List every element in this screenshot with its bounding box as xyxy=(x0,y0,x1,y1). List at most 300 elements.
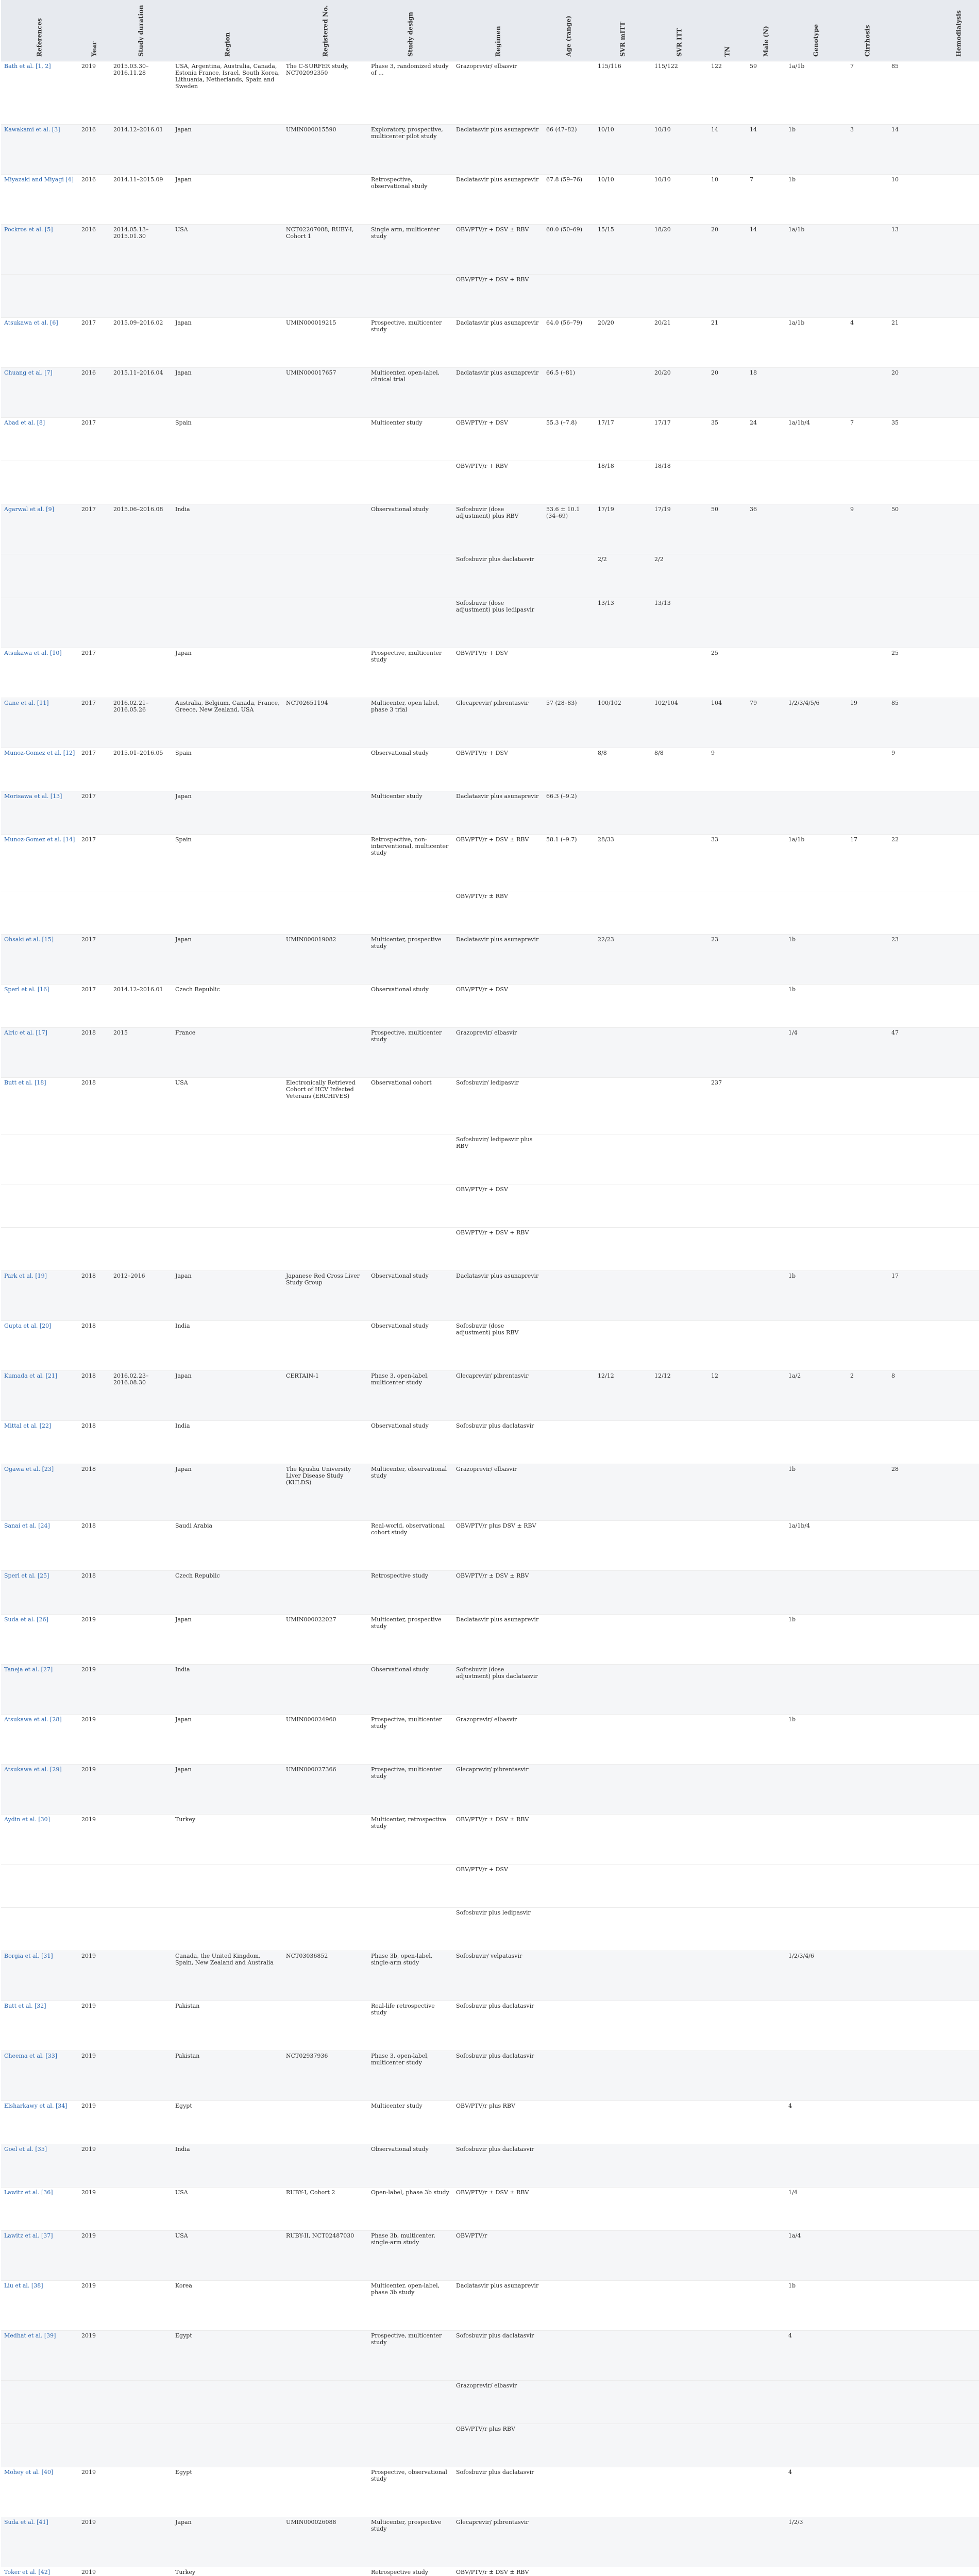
table-row xyxy=(1,1571,979,1614)
table-cell-itt: 17/17 xyxy=(651,418,708,461)
table-cell-reg xyxy=(283,1421,368,1464)
table-cell-duration xyxy=(110,2144,172,2188)
table-cell-ref[interactable]: Goel et al. [35] xyxy=(1,2144,78,2188)
table-cell-reg xyxy=(283,1907,368,1951)
table-cell-design: Prospective, multicenter study xyxy=(368,1714,453,1764)
column-header xyxy=(847,0,888,61)
table-cell-tn: 23 xyxy=(708,934,747,984)
table-cell-mitt xyxy=(595,1714,651,1764)
table-cell-duration: 2015.01–2016.05 xyxy=(110,748,172,791)
table-cell-age xyxy=(543,2100,595,2144)
table-cell-hd xyxy=(888,2381,979,2424)
table-cell-ref[interactable]: Taneja et al. [27] xyxy=(1,1664,78,1714)
table-cell-age xyxy=(543,1814,595,1864)
table-cell-hd: 8 xyxy=(888,1371,979,1421)
table-cell-hd xyxy=(888,1521,979,1571)
table-cell-age xyxy=(543,1764,595,1814)
table-cell-year: 2018 xyxy=(78,1521,110,1571)
table-cell-reg xyxy=(283,598,368,648)
table-cell-cirr xyxy=(847,2281,888,2331)
table-cell-reg xyxy=(283,1814,368,1864)
table-cell-male xyxy=(747,1421,785,1464)
table-cell-hd: 85 xyxy=(888,698,979,748)
table-cell-tn xyxy=(708,2100,747,2144)
table-cell-age xyxy=(543,2331,595,2381)
table-cell-hd: 23 xyxy=(888,934,979,984)
table-cell-design: Real-life retrospective study xyxy=(368,2001,453,2050)
table-cell-male xyxy=(747,1664,785,1714)
table-cell-male: 7 xyxy=(747,175,785,225)
table-cell-male xyxy=(747,1571,785,1614)
table-cell-design: Retrospective, non-interventional, multicenter study xyxy=(368,834,453,891)
table-cell-ref xyxy=(1,2381,78,2424)
table-cell-tn: 12 xyxy=(708,1371,747,1421)
table-cell-hd xyxy=(888,1614,979,1664)
table-cell-reg: UMIN000024960 xyxy=(283,1714,368,1764)
table-row xyxy=(1,791,979,834)
table-cell-mitt xyxy=(595,2188,651,2231)
table-cell-male xyxy=(747,1184,785,1228)
table-cell-geno: 1b xyxy=(785,125,847,175)
table-cell-ref[interactable]: Chuang et al. [7] xyxy=(1,368,78,418)
table-cell-ref[interactable]: Atsukawa et al. [10] xyxy=(1,648,78,698)
table-cell-ref[interactable]: Sperl et al. [25] xyxy=(1,1571,78,1614)
table-cell-tn xyxy=(708,1814,747,1864)
table-cell-tn xyxy=(708,1421,747,1464)
table-cell-ref[interactable]: Sperl et al. [16] xyxy=(1,984,78,1027)
table-cell-year: 2017 xyxy=(78,418,110,461)
table-cell-age xyxy=(543,554,595,598)
table-cell-tn xyxy=(708,1714,747,1764)
table-row xyxy=(1,418,979,461)
table-cell-ref[interactable]: Elsharkawy et al. [34] xyxy=(1,2100,78,2144)
table-cell-regimen: OBV/PTV/r + DSV + RBV xyxy=(453,1228,543,1271)
table-cell-ref[interactable]: Aydin et al. [30] xyxy=(1,1814,78,1864)
table-cell-ref[interactable]: Alric et al. [17] xyxy=(1,1027,78,1077)
table-cell-itt xyxy=(651,275,708,318)
table-cell-design xyxy=(368,2381,453,2424)
table-cell-year xyxy=(78,1864,110,1907)
table-row xyxy=(1,2144,979,2188)
table-cell-cirr xyxy=(847,791,888,834)
table-cell-male xyxy=(747,1951,785,2001)
table-row xyxy=(1,2281,979,2331)
table-cell-region: Japan xyxy=(172,318,283,368)
table-cell-male xyxy=(747,2517,785,2567)
table-cell-design: Multicenter, open-label, phase 3b study xyxy=(368,2281,453,2331)
table-cell-ref[interactable]: Miyazaki and Miyagi [4] xyxy=(1,175,78,225)
table-cell-cirr xyxy=(847,2144,888,2188)
table-cell-reg: The C-SURFER study, NCT02092350 xyxy=(283,61,368,125)
table-cell-ref[interactable]: Gupta et al. [20] xyxy=(1,1321,78,1371)
table-cell-duration xyxy=(110,1714,172,1764)
table-row xyxy=(1,2467,979,2517)
table-cell-age xyxy=(543,1184,595,1228)
table-cell-cirr xyxy=(847,1664,888,1714)
table-cell-design: Multicenter, open label, phase 3 trial xyxy=(368,698,453,748)
table-cell-itt xyxy=(651,834,708,891)
table-cell-ref[interactable]: Suda et al. [41] xyxy=(1,2517,78,2567)
table-cell-cirr xyxy=(847,2188,888,2231)
table-cell-duration xyxy=(110,1664,172,1714)
table-cell-ref[interactable]: Sanai et al. [24] xyxy=(1,1521,78,1571)
table-cell-geno xyxy=(785,504,847,554)
table-cell-mitt xyxy=(595,1907,651,1951)
table-cell-male xyxy=(747,1614,785,1664)
table-cell-itt: 18/18 xyxy=(651,461,708,504)
table-cell-regimen: Sofosbuvir plus daclatasvir xyxy=(453,2331,543,2381)
table-row xyxy=(1,934,979,984)
table-cell-male xyxy=(747,2001,785,2050)
table-cell-year: 2019 xyxy=(78,2567,110,2576)
table-cell-age: 66 (47–82) xyxy=(543,125,595,175)
table-cell-regimen: Sofosbuvir (dose adjustment) plus RBV xyxy=(453,504,543,554)
table-cell-male: 14 xyxy=(747,125,785,175)
table-cell-hd: 13 xyxy=(888,225,979,275)
table-cell-reg: The Kyushu University Liver Disease Study (KULDS) xyxy=(283,1464,368,1521)
table-cell-ref[interactable]: Bath et al. [1, 2] xyxy=(1,61,78,125)
table-cell-geno: 1a/1b/4 xyxy=(785,418,847,461)
table-cell-geno xyxy=(785,2567,847,2576)
table-cell-reg xyxy=(283,2281,368,2331)
table-cell-year xyxy=(78,2381,110,2424)
table-cell-duration: 2016.02.21–2016.05.26 xyxy=(110,698,172,748)
table-cell-regimen: OBV/PTV/r + DSV xyxy=(453,648,543,698)
table-cell-cirr xyxy=(847,2231,888,2281)
table-cell-regimen: Sofosbuvir (dose adjustment) plus daclatasvir xyxy=(453,1664,543,1714)
table-cell-ref[interactable]: Mohey et al. [40] xyxy=(1,2467,78,2517)
table-cell-design: Phase 3b, multicenter, single-arm study xyxy=(368,2231,453,2281)
table-cell-regimen: Grazoprevir/ elbasvir xyxy=(453,1714,543,1764)
table-cell-reg xyxy=(283,1134,368,1184)
table-row xyxy=(1,554,979,598)
table-cell-geno: 1a/1b xyxy=(785,61,847,125)
table-cell-tn xyxy=(708,1184,747,1228)
table-cell-hd: 9 xyxy=(888,748,979,791)
table-cell-year xyxy=(78,2424,110,2467)
table-cell-reg xyxy=(283,648,368,698)
table-cell-regimen: OBV/PTV/r ± DSV ± RBV xyxy=(453,1571,543,1614)
table-cell-region xyxy=(172,1907,283,1951)
table-cell-region: Turkey xyxy=(172,1814,283,1864)
table-cell-hd xyxy=(888,598,979,648)
table-cell-age xyxy=(543,1027,595,1077)
table-cell-year: 2019 xyxy=(78,1664,110,1714)
table-cell-tn xyxy=(708,2144,747,2188)
table-cell-tn xyxy=(708,1764,747,1814)
table-cell-mitt xyxy=(595,648,651,698)
table-cell-design: Observational study xyxy=(368,1321,453,1371)
table-row xyxy=(1,175,979,225)
table-cell-ref[interactable]: Atsukawa et al. [28] xyxy=(1,1714,78,1764)
table-cell-geno xyxy=(785,2424,847,2467)
table-row xyxy=(1,2331,979,2381)
table-cell-tn: 25 xyxy=(708,648,747,698)
table-row xyxy=(1,1814,979,1864)
table-cell-ref[interactable]: Morisawa et al. [13] xyxy=(1,791,78,834)
table-cell-age xyxy=(543,1271,595,1321)
table-cell-itt xyxy=(651,2331,708,2381)
table-cell-ref[interactable]: Gane et al. [11] xyxy=(1,698,78,748)
table-cell-reg: UMIN000019215 xyxy=(283,318,368,368)
table-cell-geno xyxy=(785,748,847,791)
table-cell-duration xyxy=(110,1228,172,1271)
table-cell-region: Japan xyxy=(172,648,283,698)
table-cell-regimen: Daclatasvir plus asunaprevir xyxy=(453,1614,543,1664)
table-cell-design xyxy=(368,2424,453,2467)
table-cell-year xyxy=(78,275,110,318)
table-cell-age xyxy=(543,1421,595,1464)
table-row xyxy=(1,834,979,891)
table-cell-design: Multicenter, retrospective study xyxy=(368,1814,453,1864)
table-cell-reg xyxy=(283,504,368,554)
table-cell-year: 2017 xyxy=(78,698,110,748)
table-cell-duration xyxy=(110,1134,172,1184)
table-cell-mitt: 8/8 xyxy=(595,748,651,791)
table-cell-male: 18 xyxy=(747,368,785,418)
table-cell-tn xyxy=(708,1951,747,2001)
table-cell-region: India xyxy=(172,1664,283,1714)
table-cell-year: 2017 xyxy=(78,834,110,891)
table-cell-ref[interactable]: Suda et al. [26] xyxy=(1,1614,78,1664)
table-cell-year: 2019 xyxy=(78,2467,110,2517)
table-cell-design xyxy=(368,598,453,648)
table-cell-itt: 20/20 xyxy=(651,368,708,418)
table-cell-design: Observational study xyxy=(368,1271,453,1321)
table-cell-itt: 10/10 xyxy=(651,125,708,175)
table-cell-region: Japan xyxy=(172,1714,283,1764)
table-cell-year: 2018 xyxy=(78,1571,110,1614)
column-header-label: Region xyxy=(224,32,231,57)
table-cell-cirr xyxy=(847,648,888,698)
table-cell-ref[interactable]: Toker et al. [42] xyxy=(1,2567,78,2576)
table-row xyxy=(1,1271,979,1321)
table-row xyxy=(1,61,979,125)
table-cell-reg: Japanese Red Cross Liver Study Group xyxy=(283,1271,368,1321)
table-cell-age: 58.1 (–9.7) xyxy=(543,834,595,891)
table-cell-region: Korea xyxy=(172,2281,283,2331)
table-cell-ref[interactable]: Pockros et al. [5] xyxy=(1,225,78,275)
table-cell-itt xyxy=(651,2050,708,2100)
table-cell-mitt xyxy=(595,1614,651,1664)
table-cell-year xyxy=(78,598,110,648)
table-cell-ref[interactable]: Park et al. [19] xyxy=(1,1271,78,1321)
table-cell-reg: NCT03036852 xyxy=(283,1951,368,2001)
table-cell-tn: 122 xyxy=(708,61,747,125)
table-row xyxy=(1,275,979,318)
table-cell-duration xyxy=(110,2231,172,2281)
table-cell-region xyxy=(172,554,283,598)
table-cell-hd xyxy=(888,2188,979,2231)
table-cell-duration xyxy=(110,1571,172,1614)
table-cell-reg xyxy=(283,1027,368,1077)
table-cell-ref[interactable]: Lawitz et al. [37] xyxy=(1,2231,78,2281)
table-cell-design: Observational study xyxy=(368,1664,453,1714)
table-cell-age xyxy=(543,61,595,125)
table-cell-regimen: OBV/PTV/r + DSV xyxy=(453,748,543,791)
table-cell-hd xyxy=(888,2424,979,2467)
table-row xyxy=(1,1134,979,1184)
table-cell-ref[interactable]: Ohsaki et al. [15] xyxy=(1,934,78,984)
table-cell-tn xyxy=(708,891,747,934)
table-cell-reg xyxy=(283,834,368,891)
table-cell-tn xyxy=(708,1228,747,1271)
table-cell-ref[interactable]: Borgia et al. [31] xyxy=(1,1951,78,2001)
table-cell-cirr xyxy=(847,984,888,1027)
table-cell-region: Egypt xyxy=(172,2467,283,2517)
table-cell-ref[interactable]: Mittal et al. [22] xyxy=(1,1421,78,1464)
table-cell-cirr xyxy=(847,1228,888,1271)
column-header xyxy=(1,0,78,61)
table-cell-region: Spain xyxy=(172,834,283,891)
table-cell-geno xyxy=(785,1864,847,1907)
table-cell-year: 2018 xyxy=(78,1027,110,1077)
table-cell-duration xyxy=(110,2001,172,2050)
table-cell-male xyxy=(747,1814,785,1864)
table-cell-hd xyxy=(888,1184,979,1228)
table-cell-age xyxy=(543,1714,595,1764)
column-header-label: Cirrhosis xyxy=(864,25,871,57)
table-cell-hd xyxy=(888,791,979,834)
table-cell-design: Open-label, phase 3b study xyxy=(368,2188,453,2231)
table-cell-age xyxy=(543,2144,595,2188)
table-cell-age xyxy=(543,2050,595,2100)
table-cell-itt xyxy=(651,891,708,934)
table-cell-geno xyxy=(785,461,847,504)
table-cell-ref[interactable]: Kawakami et al. [3] xyxy=(1,125,78,175)
table-cell-design: Retrospective study xyxy=(368,2567,453,2576)
table-cell-reg xyxy=(283,2467,368,2517)
table-cell-year: 2017 xyxy=(78,984,110,1027)
table-cell-tn xyxy=(708,1464,747,1521)
table-cell-reg: NCT02937936 xyxy=(283,2050,368,2100)
table-cell-tn: 33 xyxy=(708,834,747,891)
column-header xyxy=(747,0,785,61)
table-cell-year xyxy=(78,461,110,504)
table-cell-ref[interactable]: Cheema et al. [33] xyxy=(1,2050,78,2100)
table-cell-itt xyxy=(651,1714,708,1764)
table-cell-year: 2019 xyxy=(78,2281,110,2331)
table-cell-male xyxy=(747,275,785,318)
table-cell-design: Phase 3, randomized study of ... xyxy=(368,61,453,125)
table-cell-design xyxy=(368,1228,453,1271)
table-cell-hd xyxy=(888,1421,979,1464)
table-cell-region: Canada, the United Kingdom, Spain, New Zealand and Australia xyxy=(172,1951,283,2001)
table-cell-ref[interactable]: Munoz-Gomez et al. [14] xyxy=(1,834,78,891)
table-cell-tn: 104 xyxy=(708,698,747,748)
table-cell-ref[interactable]: Kumada et al. [21] xyxy=(1,1371,78,1421)
column-header-label: SVR mITT xyxy=(619,22,627,57)
table-cell-ref[interactable]: Liu et al. [38] xyxy=(1,2281,78,2331)
table-cell-ref[interactable]: Agarwal et al. [9] xyxy=(1,504,78,554)
table-cell-duration xyxy=(110,1864,172,1907)
table-cell-year: 2018 xyxy=(78,1271,110,1321)
table-cell-ref[interactable]: Abad et al. [8] xyxy=(1,418,78,461)
table-cell-tn: 20 xyxy=(708,225,747,275)
table-cell-duration xyxy=(110,461,172,504)
table-cell-regimen: OBV/PTV/r + DSV xyxy=(453,1864,543,1907)
table-cell-ref[interactable]: Butt et al. [18] xyxy=(1,1077,78,1134)
table-cell-age xyxy=(543,2001,595,2050)
table-cell-reg xyxy=(283,554,368,598)
table-cell-age xyxy=(543,2188,595,2231)
table-cell-reg xyxy=(283,2567,368,2576)
table-cell-ref[interactable]: Atsukawa et al. [29] xyxy=(1,1764,78,1814)
table-cell-itt xyxy=(651,2144,708,2188)
table-cell-male xyxy=(747,2100,785,2144)
table-cell-itt: 2/2 xyxy=(651,554,708,598)
table-cell-region: Japan xyxy=(172,791,283,834)
table-cell-cirr xyxy=(847,554,888,598)
table-cell-geno: 1b xyxy=(785,2281,847,2331)
column-header xyxy=(888,0,979,61)
table-cell-year xyxy=(78,1134,110,1184)
table-cell-male: 14 xyxy=(747,225,785,275)
table-cell-tn xyxy=(708,1321,747,1371)
table-cell-region: Japan xyxy=(172,1614,283,1664)
table-cell-reg: UMIN000015590 xyxy=(283,125,368,175)
table-cell-region: USA xyxy=(172,2188,283,2231)
table-cell-cirr xyxy=(847,1134,888,1184)
column-header xyxy=(78,0,110,61)
table-cell-itt: 13/13 xyxy=(651,598,708,648)
table-cell-regimen: Grazoprevir/ elbasvir xyxy=(453,61,543,125)
table-cell-cirr xyxy=(847,275,888,318)
table-cell-cirr xyxy=(847,598,888,648)
table-cell-reg: RUBY-I, Cohort 2 xyxy=(283,2188,368,2231)
table-row xyxy=(1,2188,979,2231)
table-cell-mitt xyxy=(595,791,651,834)
table-cell-itt xyxy=(651,1184,708,1228)
table-cell-year: 2019 xyxy=(78,1814,110,1864)
table-cell-male xyxy=(747,2231,785,2281)
table-cell-reg xyxy=(283,1321,368,1371)
table-cell-geno: 1/2/3 xyxy=(785,2517,847,2567)
table-row xyxy=(1,1464,979,1521)
column-header-label: Year xyxy=(90,41,98,57)
table-row xyxy=(1,2231,979,2281)
table-cell-geno xyxy=(785,1664,847,1714)
table-cell-itt xyxy=(651,1421,708,1464)
table-cell-ref[interactable]: Butt et al. [32] xyxy=(1,2001,78,2050)
table-cell-geno: 1a/4 xyxy=(785,2231,847,2281)
table-cell-hd xyxy=(888,984,979,1027)
table-cell-cirr: 7 xyxy=(847,418,888,461)
table-cell-male xyxy=(747,1271,785,1321)
table-cell-mitt: 13/13 xyxy=(595,598,651,648)
table-cell-ref[interactable]: Atsukawa et al. [6] xyxy=(1,318,78,368)
table-cell-ref[interactable]: Lawitz et al. [36] xyxy=(1,2188,78,2231)
table-cell-region: Japan xyxy=(172,1371,283,1421)
table-cell-hd: 25 xyxy=(888,648,979,698)
table-cell-region xyxy=(172,1864,283,1907)
table-cell-male: 24 xyxy=(747,418,785,461)
table-cell-ref[interactable]: Medhat et al. [39] xyxy=(1,2331,78,2381)
table-cell-cirr xyxy=(847,748,888,791)
table-cell-cirr xyxy=(847,1077,888,1134)
table-row xyxy=(1,1321,979,1371)
table-cell-tn xyxy=(708,2467,747,2517)
table-cell-ref[interactable]: Munoz-Gomez et al. [12] xyxy=(1,748,78,791)
table-cell-ref[interactable]: Ogawa et al. [23] xyxy=(1,1464,78,1521)
table-cell-age: 67.8 (59–76) xyxy=(543,175,595,225)
table-cell-geno xyxy=(785,1571,847,1614)
table-cell-age xyxy=(543,891,595,934)
table-cell-geno xyxy=(785,2050,847,2100)
table-cell-tn: 237 xyxy=(708,1077,747,1134)
table-cell-hd xyxy=(888,1077,979,1134)
table-cell-geno: 1a/1b/4 xyxy=(785,1521,847,1571)
